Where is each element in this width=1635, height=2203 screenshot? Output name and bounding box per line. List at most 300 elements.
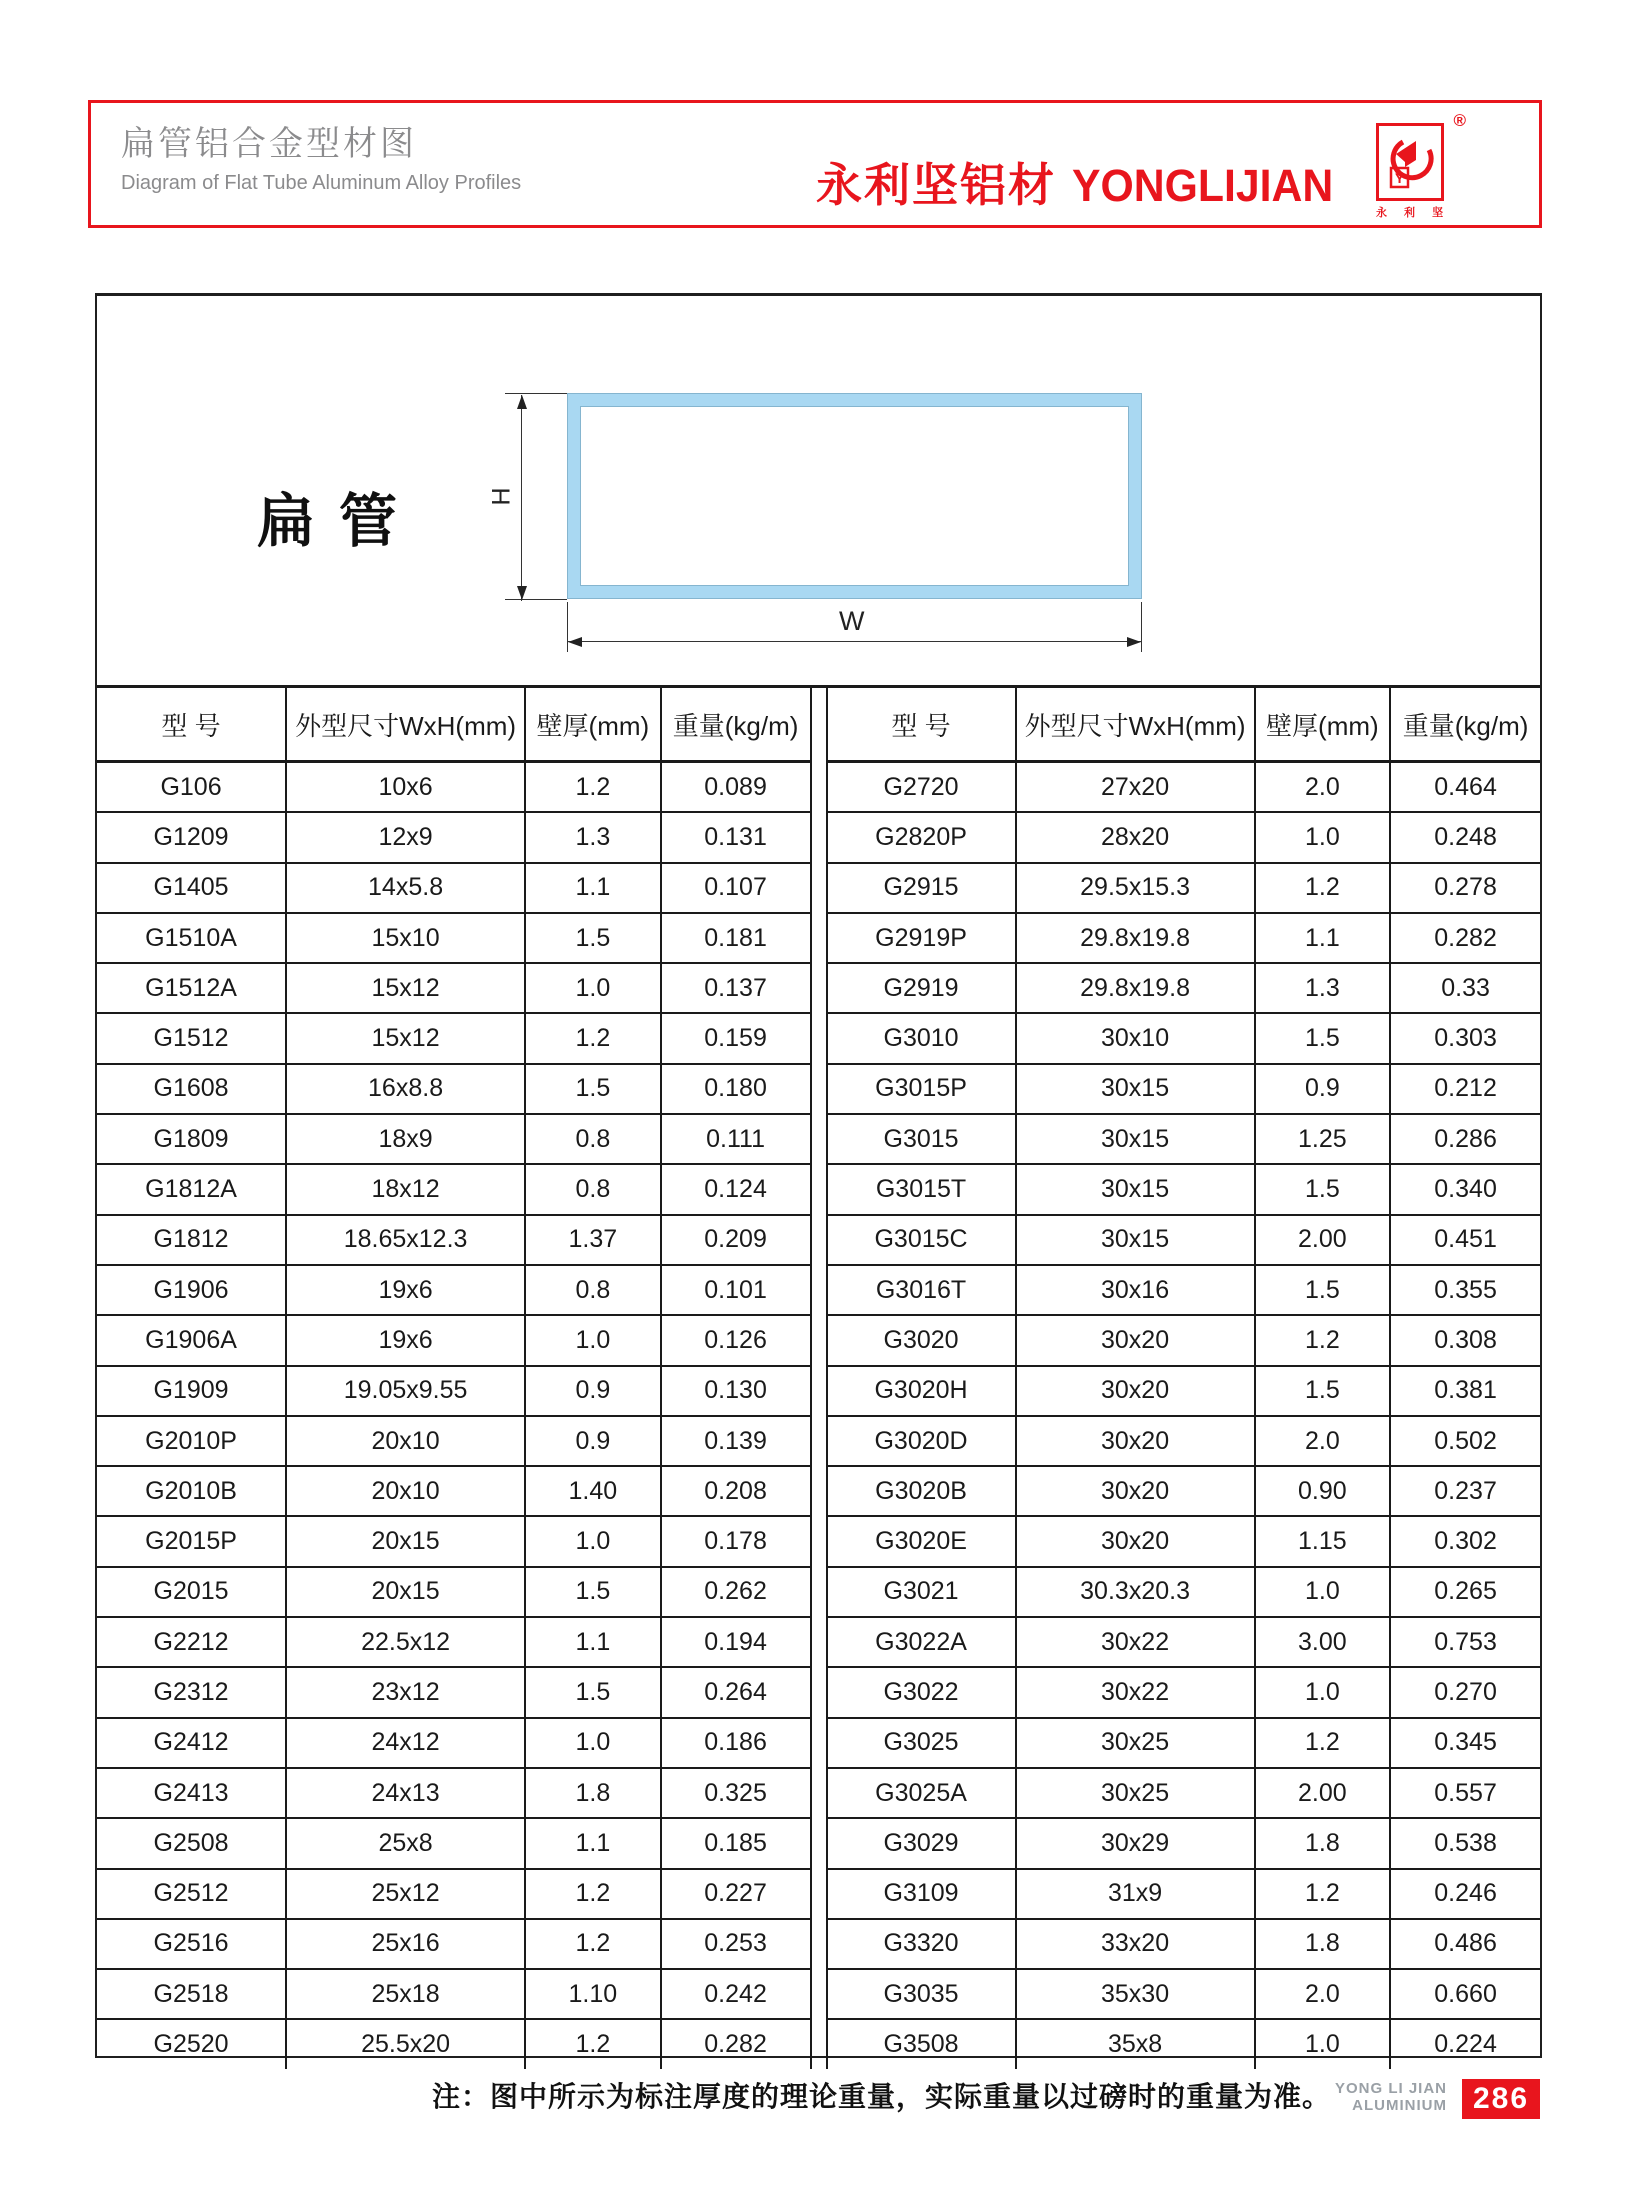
table-cell: 25x12: [286, 1869, 525, 1919]
table-cell: 25x8: [286, 1818, 525, 1868]
table-row: [97, 1567, 811, 1617]
table-cell: 35x30: [1016, 1969, 1255, 2019]
table-row: [97, 1667, 811, 1717]
table-cell: 0.325: [661, 1768, 811, 1818]
table-row: [97, 1114, 811, 1164]
page-number-badge: 286: [1462, 2079, 1540, 2119]
table-cell: 30x25: [1016, 1718, 1255, 1768]
table-cell: G2512: [97, 1869, 286, 1919]
table-cell: 1.2: [525, 1869, 661, 1919]
table-cell: 1.5: [1255, 1366, 1391, 1416]
table-row: [97, 1215, 811, 1265]
table-cell: 2.00: [1255, 1768, 1391, 1818]
table-row: [827, 1265, 1541, 1315]
table-cell: 0.180: [661, 1064, 811, 1114]
table-row: [827, 1667, 1541, 1717]
table-header-row: [827, 688, 1541, 762]
header-band: [88, 100, 1542, 228]
table-cell: 0.137: [661, 963, 811, 1013]
table-cell: G3025: [827, 1718, 1016, 1768]
table-row: [827, 1013, 1541, 1063]
table-cell: 0.9: [525, 1366, 661, 1416]
table-cell: 1.3: [1255, 963, 1391, 1013]
table-cell: 25x16: [286, 1919, 525, 1969]
table-cell: 0.208: [661, 1466, 811, 1516]
table-cell: G2919: [827, 963, 1016, 1013]
table-cell: G2919P: [827, 913, 1016, 963]
table-row: [97, 2019, 811, 2068]
table-cell: 30x15: [1016, 1064, 1255, 1114]
footer-brand-block: [1335, 2080, 1447, 2115]
table-cell: 1.2: [1255, 1718, 1391, 1768]
arrow-right-icon: [1127, 637, 1141, 647]
table-cell: G1512: [97, 1013, 286, 1063]
table-cell: G2915: [827, 863, 1016, 913]
table-cell: 19.05x9.55: [286, 1366, 525, 1416]
table-cell: 0.209: [661, 1215, 811, 1265]
table-cell: 35x8: [1016, 2019, 1255, 2068]
table-cell: 15x10: [286, 913, 525, 963]
table-cell: 0.282: [661, 2019, 811, 2068]
table-cell: 1.5: [525, 913, 661, 963]
table-cell: 1.5: [525, 1567, 661, 1617]
column-header-size: 外型尺寸WxH(mm): [1016, 688, 1255, 762]
table-cell: 18x12: [286, 1164, 525, 1214]
table-row: [827, 913, 1541, 963]
footer-note: 注：图中所示为标注厚度的理论重量，实际重量以过磅时的重量为准。: [432, 2081, 1332, 2112]
table-cell: G3025A: [827, 1768, 1016, 1818]
table-cell: 0.159: [661, 1013, 811, 1063]
brand-name-chinese: 永利坚铝材: [815, 159, 1056, 211]
table-cell: G3016T: [827, 1265, 1016, 1315]
table-cell: 0.502: [1390, 1416, 1540, 1466]
table-cell: 1.8: [525, 1768, 661, 1818]
brand-name-latin: YONGLIJIAN: [1071, 160, 1334, 211]
table-cell: G2516: [97, 1919, 286, 1969]
table-cell: 20x10: [286, 1466, 525, 1516]
table-cell: 0.246: [1390, 1869, 1540, 1919]
table-cell: 0.126: [661, 1315, 811, 1365]
table-cell: 15x12: [286, 1013, 525, 1063]
table-cell: 30x20: [1016, 1466, 1255, 1516]
table-cell: 0.538: [1390, 1818, 1540, 1868]
table-cell: G2312: [97, 1667, 286, 1717]
table-cell: G1510A: [97, 913, 286, 963]
table-cell: 30x22: [1016, 1667, 1255, 1717]
table-cell: G3010: [827, 1013, 1016, 1063]
table-cell: 24x12: [286, 1718, 525, 1768]
column-header-size: 外型尺寸WxH(mm): [286, 688, 525, 762]
table-row: [97, 812, 811, 862]
table-cell: 0.181: [661, 913, 811, 963]
table-row: [97, 762, 811, 813]
table-cell: G106: [97, 762, 286, 813]
table-row: [97, 1164, 811, 1214]
width-dimension-line: [567, 641, 1142, 642]
table-cell: G3109: [827, 1869, 1016, 1919]
table-cell: G3022A: [827, 1617, 1016, 1667]
table-cell: 0.186: [661, 1718, 811, 1768]
page-title-block: [121, 116, 521, 195]
profile-name-label: 扁管: [257, 489, 422, 554]
footer-brand-line2: ALUMINIUM: [1352, 2097, 1447, 2115]
table-cell: 29.8x19.8: [1016, 963, 1255, 1013]
table-row: [827, 2019, 1541, 2068]
table-cell: 33x20: [1016, 1919, 1255, 1969]
table-cell: G2820P: [827, 812, 1016, 862]
table-cell: 0.302: [1390, 1516, 1540, 1566]
table-row: [97, 1969, 811, 2019]
table-row: [97, 1466, 811, 1516]
table-cell: 20x15: [286, 1567, 525, 1617]
table-row: [827, 1818, 1541, 1868]
table-cell: 12x9: [286, 812, 525, 862]
table-cell: 0.178: [661, 1516, 811, 1566]
table-cell: 0.101: [661, 1265, 811, 1315]
table-cell: 24x13: [286, 1768, 525, 1818]
table-cell: 0.264: [661, 1667, 811, 1717]
extension-line-top: [505, 393, 567, 394]
table-cell: 1.25: [1255, 1114, 1391, 1164]
table-row: [827, 1164, 1541, 1214]
table-row: [827, 1718, 1541, 1768]
table-cell: 25.5x20: [286, 2019, 525, 2068]
table-cell: 30x15: [1016, 1114, 1255, 1164]
height-dimension-label: H: [487, 487, 516, 506]
table-row: [827, 1919, 1541, 1969]
column-header-thickness: 壁厚(mm): [1255, 688, 1391, 762]
table-cell: 1.2: [525, 1919, 661, 1969]
table-cell: 2.0: [1255, 1416, 1391, 1466]
table-row: [827, 1768, 1541, 1818]
table-row: [97, 1315, 811, 1365]
table-cell: 0.303: [1390, 1013, 1540, 1063]
table-cell: G3029: [827, 1818, 1016, 1868]
table-cell: 1.0: [1255, 2019, 1391, 2068]
table-row: [827, 1516, 1541, 1566]
table-cell: G1405: [97, 863, 286, 913]
table-cell: 29.5x15.3: [1016, 863, 1255, 913]
table-cell: 0.282: [1390, 913, 1540, 963]
table-row: [97, 1416, 811, 1466]
table-cell: 30x29: [1016, 1818, 1255, 1868]
spec-table-left: [97, 688, 812, 2069]
arrow-down-icon: [517, 586, 527, 600]
table-row: [827, 1617, 1541, 1667]
table-cell: 19x6: [286, 1265, 525, 1315]
page-title: 扁管铝合金型材图: [121, 125, 417, 163]
profile-diagram: [97, 296, 1540, 685]
table-cell: 18.65x12.3: [286, 1215, 525, 1265]
table-cell: G2508: [97, 1818, 286, 1868]
table-cell: 1.1: [525, 1617, 661, 1667]
table-row: [97, 1516, 811, 1566]
table-cell: 30x10: [1016, 1013, 1255, 1063]
table-cell: 29.8x19.8: [1016, 913, 1255, 963]
table-cell: 0.8: [525, 1114, 661, 1164]
tube-hollow-area: [580, 406, 1129, 586]
table-cell: 19x6: [286, 1315, 525, 1365]
table-cell: 1.0: [525, 1516, 661, 1566]
column-header-weight: 重量(kg/m): [1390, 688, 1540, 762]
table-cell: 1.0: [525, 963, 661, 1013]
table-cell: 1.2: [1255, 1869, 1391, 1919]
table-cell: 30x15: [1016, 1215, 1255, 1265]
column-header-weight: 重量(kg/m): [661, 688, 811, 762]
table-cell: G2212: [97, 1617, 286, 1667]
table-row: [97, 1718, 811, 1768]
table-cell: G3021: [827, 1567, 1016, 1617]
table-cell: 25x18: [286, 1969, 525, 2019]
table-cell: 27x20: [1016, 762, 1255, 813]
table-cell: 0.124: [661, 1164, 811, 1214]
table-cell: G1512A: [97, 963, 286, 1013]
table-cell: G1812: [97, 1215, 286, 1265]
table-cell: G2413: [97, 1768, 286, 1818]
table-row: [827, 812, 1541, 862]
table-cell: 23x12: [286, 1667, 525, 1717]
table-cell: 1.10: [525, 1969, 661, 2019]
table-cell: 18x9: [286, 1114, 525, 1164]
table-cell: 30x15: [1016, 1164, 1255, 1214]
table-cell: 1.3: [525, 812, 661, 862]
logo-mark: [1376, 123, 1444, 201]
table-row: [827, 1969, 1541, 2019]
table-cell: 0.111: [661, 1114, 811, 1164]
table-cell: 1.5: [1255, 1265, 1391, 1315]
content-frame: [95, 293, 1542, 2058]
table-cell: 0.139: [661, 1416, 811, 1466]
table-cell: 30x20: [1016, 1315, 1255, 1365]
table-cell: 30.3x20.3: [1016, 1567, 1255, 1617]
table-row: [827, 963, 1541, 1013]
table-cell: G3035: [827, 1969, 1016, 2019]
brand-name: [816, 149, 1347, 215]
table-cell: 1.1: [525, 863, 661, 913]
logo-caption: 永 利 坚: [1376, 207, 1451, 219]
table-cell: 0.381: [1390, 1366, 1540, 1416]
table-cell: 30x25: [1016, 1768, 1255, 1818]
width-dimension-label: W: [839, 606, 865, 636]
table-cell: 1.0: [1255, 1667, 1391, 1717]
table-cell: 0.9: [525, 1416, 661, 1466]
table-cell: 1.40: [525, 1466, 661, 1516]
table-cell: G2015P: [97, 1516, 286, 1566]
table-cell: G3020B: [827, 1466, 1016, 1516]
table-cell: 0.265: [1390, 1567, 1540, 1617]
table-cell: 0.270: [1390, 1667, 1540, 1717]
table-cell: G1809: [97, 1114, 286, 1164]
table-cell: 1.0: [1255, 1567, 1391, 1617]
table-cell: 22.5x12: [286, 1617, 525, 1667]
table-cell: 1.8: [1255, 1919, 1391, 1969]
table-cell: 1.37: [525, 1215, 661, 1265]
table-cell: 0.224: [1390, 2019, 1540, 2068]
table-cell: 0.227: [661, 1869, 811, 1919]
arrow-up-icon: [517, 395, 527, 409]
table-cell: 0.464: [1390, 762, 1540, 813]
yonglijian-logo: [1376, 111, 1466, 219]
table-row: [827, 863, 1541, 913]
table-cell: 28x20: [1016, 812, 1255, 862]
table-row: [827, 1416, 1541, 1466]
table-row: [97, 1919, 811, 1969]
table-cell: 1.5: [525, 1064, 661, 1114]
table-row: [827, 1064, 1541, 1114]
table-cell: 0.33: [1390, 963, 1540, 1013]
tube-cross-section: [567, 393, 1142, 599]
table-row: [97, 1013, 811, 1063]
table-row: [97, 1366, 811, 1416]
svg-text:Y: Y: [1394, 170, 1405, 186]
table-row: [827, 1567, 1541, 1617]
table-cell: 30x20: [1016, 1416, 1255, 1466]
table-cell: 0.194: [661, 1617, 811, 1667]
table-cell: 20x10: [286, 1416, 525, 1466]
table-cell: 2.0: [1255, 1969, 1391, 2019]
table-row: [97, 1265, 811, 1315]
table-cell: 1.1: [1255, 913, 1391, 963]
table-row: [827, 762, 1541, 813]
table-cell: 30x16: [1016, 1265, 1255, 1315]
table-row: [97, 863, 811, 913]
table-cell: 0.308: [1390, 1315, 1540, 1365]
table-cell: 2.00: [1255, 1215, 1391, 1265]
table-cell: G3015T: [827, 1164, 1016, 1214]
table-cell: 0.131: [661, 812, 811, 862]
table-cell: 0.8: [525, 1265, 661, 1315]
table-cell: 0.262: [661, 1567, 811, 1617]
column-header-model: 型 号: [97, 688, 286, 762]
table-cell: 31x9: [1016, 1869, 1255, 1919]
table-row: [827, 1366, 1541, 1416]
table-cell: G1909: [97, 1366, 286, 1416]
table-header-row: [97, 688, 811, 762]
table-cell: 1.5: [1255, 1013, 1391, 1063]
table-cell: 20x15: [286, 1516, 525, 1566]
column-header-thickness: 壁厚(mm): [525, 688, 661, 762]
table-row: [827, 1466, 1541, 1516]
table-cell: 1.5: [1255, 1164, 1391, 1214]
table-cell: 0.660: [1390, 1969, 1540, 2019]
table-cell: 30x20: [1016, 1516, 1255, 1566]
table-cell: G3508: [827, 2019, 1016, 2068]
table-cell: 1.0: [1255, 812, 1391, 862]
column-header-model: 型 号: [827, 688, 1016, 762]
table-cell: 0.185: [661, 1818, 811, 1868]
table-cell: 0.278: [1390, 863, 1540, 913]
table-row: [97, 1768, 811, 1818]
table-cell: G3015C: [827, 1215, 1016, 1265]
table-cell: 0.286: [1390, 1114, 1540, 1164]
table-cell: 1.8: [1255, 1818, 1391, 1868]
table-cell: 1.1: [525, 1818, 661, 1868]
table-cell: 1.2: [525, 762, 661, 813]
table-cell: 0.248: [1390, 812, 1540, 862]
table-cell: 30x22: [1016, 1617, 1255, 1667]
table-cell: 0.242: [661, 1969, 811, 2019]
table-cell: 1.2: [1255, 1315, 1391, 1365]
table-cell: 0.130: [661, 1366, 811, 1416]
table-cell: G3015: [827, 1114, 1016, 1164]
extension-line-right: [1141, 602, 1142, 652]
table-row: [97, 1869, 811, 1919]
table-cell: G2010P: [97, 1416, 286, 1466]
spec-tables: [97, 685, 1540, 2069]
table-cell: 1.2: [525, 2019, 661, 2068]
footer-brand-line1: YONG LI JIAN: [1334, 2080, 1447, 2097]
table-cell: 0.340: [1390, 1164, 1540, 1214]
registered-trademark-icon: ®: [1453, 111, 1466, 130]
table-cell: 16x8.8: [286, 1064, 525, 1114]
table-cell: G3020E: [827, 1516, 1016, 1566]
table-cell: G2520: [97, 2019, 286, 2068]
table-cell: G1209: [97, 812, 286, 862]
table-cell: 0.90: [1255, 1466, 1391, 1516]
table-cell: 1.5: [525, 1667, 661, 1717]
table-cell: 0.8: [525, 1164, 661, 1214]
table-cell: G2015: [97, 1567, 286, 1617]
table-row: [827, 1869, 1541, 1919]
table-cell: 0.253: [661, 1919, 811, 1969]
table-row: [97, 1818, 811, 1868]
table-row: [97, 1617, 811, 1667]
table-cell: 0.212: [1390, 1064, 1540, 1114]
table-cell: G2720: [827, 762, 1016, 813]
table-row: [97, 963, 811, 1013]
table-cell: 1.0: [525, 1315, 661, 1365]
table-cell: 15x12: [286, 963, 525, 1013]
table-cell: 30x20: [1016, 1366, 1255, 1416]
table-cell: G1906: [97, 1265, 286, 1315]
table-cell: 2.0: [1255, 762, 1391, 813]
table-cell: 3.00: [1255, 1617, 1391, 1667]
table-cell: 0.355: [1390, 1265, 1540, 1315]
table-cell: 1.15: [1255, 1516, 1391, 1566]
logo-swirl-icon: [1383, 132, 1437, 192]
table-cell: G2518: [97, 1969, 286, 2019]
table-cell: G1812A: [97, 1164, 286, 1214]
table-row: [827, 1215, 1541, 1265]
page-subtitle: Diagram of Flat Tube Aluminum Alloy Profiles: [121, 172, 522, 194]
table-cell: 1.2: [1255, 863, 1391, 913]
table-cell: 0.753: [1390, 1617, 1540, 1667]
height-dimension-line: [521, 395, 522, 601]
table-cell: 14x5.8: [286, 863, 525, 913]
table-cell: G3020: [827, 1315, 1016, 1365]
table-cell: G3015P: [827, 1064, 1016, 1114]
table-row: [827, 1114, 1541, 1164]
table-cell: G1608: [97, 1064, 286, 1114]
table-cell: 1.0: [525, 1718, 661, 1768]
table-cell: G3020H: [827, 1366, 1016, 1416]
table-cell: G3022: [827, 1667, 1016, 1717]
table-cell: 0.9: [1255, 1064, 1391, 1114]
table-cell: 0.451: [1390, 1215, 1540, 1265]
table-cell: G3320: [827, 1919, 1016, 1969]
table-cell: 0.345: [1390, 1718, 1540, 1768]
table-cell: 0.107: [661, 863, 811, 913]
table-cell: 0.557: [1390, 1768, 1540, 1818]
table-row: [97, 1064, 811, 1114]
table-cell: 0.089: [661, 762, 811, 813]
spec-table-right: [826, 688, 1541, 2069]
table-cell: G3020D: [827, 1416, 1016, 1466]
table-cell: G1906A: [97, 1315, 286, 1365]
table-cell: 10x6: [286, 762, 525, 813]
extension-line-bottom: [505, 599, 567, 600]
table-row: [827, 1315, 1541, 1365]
